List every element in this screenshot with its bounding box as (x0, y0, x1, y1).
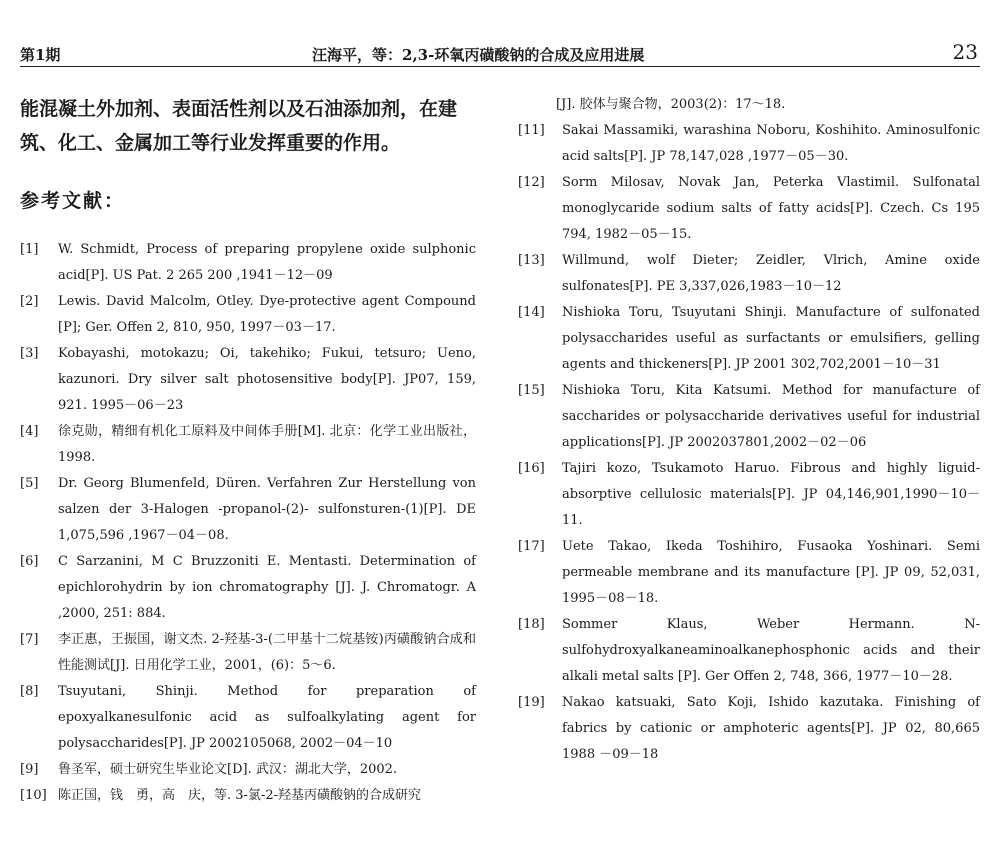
reference-number: [18] (518, 617, 545, 632)
reference-number: [9] (20, 762, 39, 777)
reference-number: [4] (20, 424, 39, 439)
reference-number: [1] (20, 242, 39, 257)
reference-text: Tajiri kozo, Tsukamoto Haruo. Fibrous and highly liguid-absorptive cellulosic materials[P]. JP 04,146,901,1990－10－11. (562, 461, 980, 528)
intro-paragraph: 能混凝土外加剂、表面活性剂以及石油添加剂，在建筑、化工、金属加工等行业发挥重要的作用。 (20, 98, 458, 154)
reference-text: Sommer Klaus, Weber Hermann. N-sulfohydroxyalkaneaminoalkanephosphonic acids and their alkali metal salts [P]. Ger Offen 2, 748, 366, 1977－10－28. (562, 617, 980, 684)
reference-text: 李正惠，王振国，谢文杰. 2-羟基-3-(二甲基十二烷基铵)丙磺酸钠合成和性能测试[J]. 日用化学工业，2001，(6)：5～6. (58, 632, 476, 673)
reference-item (518, 534, 980, 612)
right-reference-list (518, 118, 980, 768)
issue-label: 第1期 (20, 46, 61, 64)
running-title: 汪海平，等：2,3-环氧丙磺酸钠的合成及应用进展 (312, 46, 645, 64)
reference-item (518, 456, 980, 534)
reference-item (518, 118, 980, 170)
reference-item (20, 627, 476, 679)
reference-text: Dr. Georg Blumenfeld, Düren. Verfahren Zur Herstellung von salzen der 3-Halogen -propanol-(2)- sulfonsturen-(1)[P]. DE 1,075,596 ,1967－04－08. (58, 476, 476, 543)
reference-text: Sorm Milosav, Novak Jan, Peterka Vlastimil. Sulfonatal monoglycaride sodium salts of fatty acids[P]. Czech. Cs 195 794, 1982－05－15. (562, 175, 980, 242)
reference-item (20, 237, 476, 289)
reference-number: [2] (20, 294, 39, 309)
reference-text: Tsuyutani, Shinji. Method for preparation of epoxyalkanesulfonic acid as sulfoalkylating agent for polysaccharides[P]. JP 2002105068, 2002－04－10 (58, 684, 476, 751)
reference-item (20, 757, 476, 783)
reference-item (518, 170, 980, 248)
reference-number: [8] (20, 684, 39, 699)
reference-text: Willmund, wolf Dieter; Zeidler, Vlrich, Amine oxide sulfonates[P]. PE 3,337,026,1983－10－12 (562, 253, 980, 294)
reference-number: [17] (518, 539, 545, 554)
reference-text: Uete Takao, Ikeda Toshihiro, Fusaoka Yoshinari. Semi permeable membrane and its manufacture [P]. JP 09, 52,031, 1995－08－18. (562, 539, 980, 606)
left-reference-list (20, 237, 476, 809)
reference-number: [7] (20, 632, 39, 647)
reference-number: [19] (518, 695, 545, 710)
reference-item (20, 419, 476, 471)
page-header (20, 40, 980, 67)
reference-number: [6] (20, 554, 39, 569)
reference-item (20, 549, 476, 627)
left-column (20, 92, 476, 809)
reference-number: [3] (20, 346, 39, 361)
reference-text: Nishioka Toru, Tsuyutani Shinji. Manufacture of sulfonated polysaccharides useful as surfactants or emulsifiers, gelling agents and thickeners[P]. JP 2001 302,702,2001－10－31 (562, 305, 980, 372)
reference-number: [14] (518, 305, 545, 320)
reference-number: [15] (518, 383, 545, 398)
page-number: 23 (952, 40, 978, 64)
reference-number: [10] (20, 788, 47, 803)
reference-number: [13] (518, 253, 545, 268)
reference-text: C Sarzanini, M C Bruzzoniti E. Mentasti. Determination of epichlorohydrin by ion chromatography [J]. J. Chromatogr. A ,2000, 251: 884. (58, 554, 476, 621)
reference-number: [5] (20, 476, 39, 491)
reference-number: [11] (518, 123, 545, 138)
reference-item (518, 612, 980, 690)
reference-text: 鲁圣军，硕士研究生毕业论文[D]. 武汉：湖北大学，2002. (58, 762, 398, 777)
reference-item (518, 248, 980, 300)
reference-item (518, 300, 980, 378)
reference-text: Sakai Massamiki, warashina Noboru, Koshihito. Aminosulfonic acid salts[P]. JP 78,147,028 ,1977－05－30. (562, 123, 980, 164)
reference-text: W. Schmidt, Process of preparing propylene oxide sulphonic acid[P]. US Pat. 2 265 200 ,1941－12－09 (58, 242, 476, 283)
reference-item (20, 289, 476, 341)
reference-item (518, 378, 980, 456)
reference-item (20, 679, 476, 757)
right-column (518, 92, 980, 768)
reference-text: 陈正国，钱 勇，高 庆，等. 3-氯-2-羟基丙磺酸钠的合成研究 (58, 788, 421, 803)
reference-continuation: [J]. 胶体与聚合物，2003(2)：17～18. (556, 97, 786, 112)
reference-text: Nishioka Toru, Kita Katsumi. Method for manufacture of saccharides or polysaccharide derivatives useful for industrial applications[P]. JP 2002037801,2002－02－06 (562, 383, 980, 450)
reference-text: Nakao katsuaki, Sato Koji, Ishido kazutaka. Finishing of fabrics by cationic or amphoteric agents[P]. JP 02, 80,665 1988 －09－18 (562, 695, 980, 762)
reference-text: Lewis. David Malcolm, Otley. Dye-protective agent Compound [P]; Ger. Offen 2, 810, 950, 1997－03－17. (58, 294, 476, 335)
references-heading: 参考文献： (20, 190, 126, 212)
reference-item (20, 471, 476, 549)
reference-item (20, 341, 476, 419)
reference-text: 徐克勋，精细有机化工原料及中间体手册[M]. 北京：化学工业出版社，1998. (58, 424, 476, 465)
reference-item (20, 783, 476, 809)
reference-number: [16] (518, 461, 545, 476)
reference-item (518, 690, 980, 768)
reference-number: [12] (518, 175, 545, 190)
reference-text: Kobayashi, motokazu; Oi, takehiko; Fukui, tetsuro; Ueno, kazunori. Dry silver salt photosensitive body[P]. JP07, 159, 921. 1995－06－23 (58, 346, 476, 413)
